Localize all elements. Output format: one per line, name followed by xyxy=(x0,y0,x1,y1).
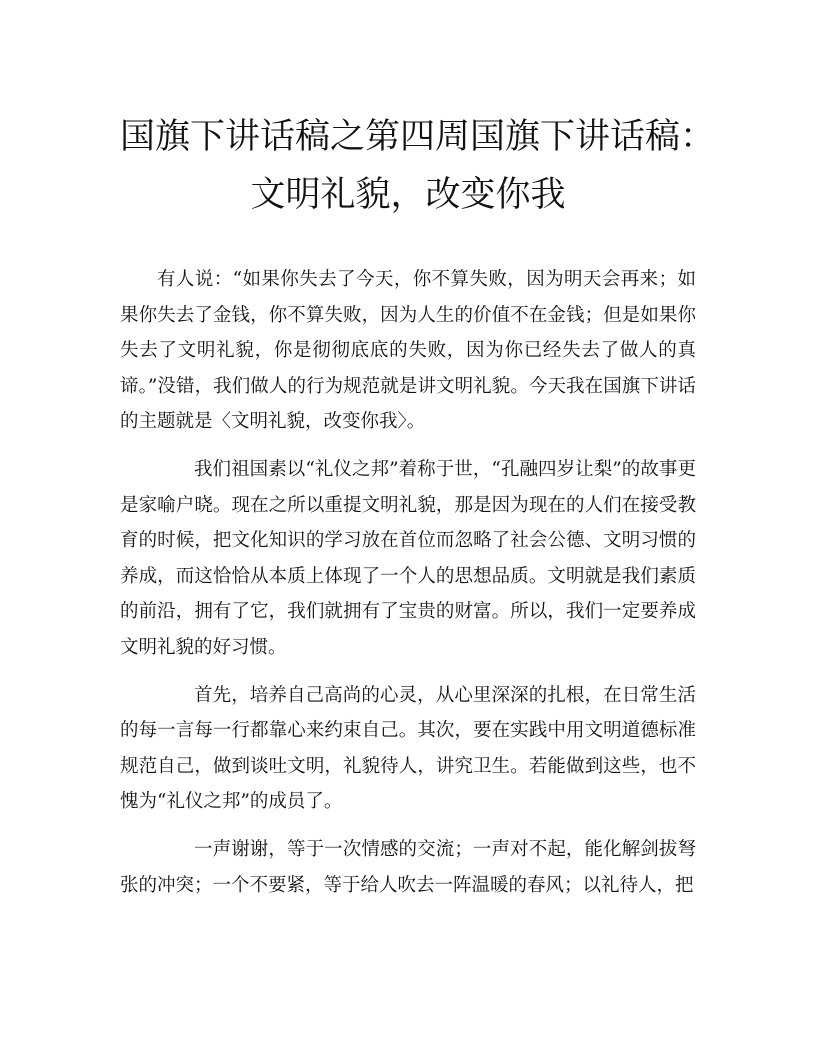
paragraph-4: 一声谢谢，等于一次情感的交流；一声对不起，能化解剑拔弩张的冲突；一个不要紧，等于给人吹去一阵温暖的春风；以礼待人，把 xyxy=(120,838,696,896)
paragraph-2: 我们祖国素以“礼仪之邦”着称于世，“孔融四岁让梨”的故事更是家喻户晓。现在之所以重提文明礼貌，那是因为现在的人们在接受教育的时候，把文化知识的学习放在首位而忽略了社会公德、文明习惯的养成，而这恰恰从本质上体现了一个人的思想品质。文明就是我们素质的前沿，拥有了它，我们就拥有了宝贵的财富。所以，我们一定要养成文明礼貌的好习惯。 xyxy=(120,458,696,658)
title-line-1: 国旗下讲话稿之第四周国旗下讲话稿： xyxy=(120,117,716,157)
paragraph-3: 首先，培养自己高尚的心灵，从心里深深的扎根，在日常生活的每一言每一行都靠心来约束自己。其次，要在实践中用文明道德标准规范自己，做到谈吐文明，礼貌待人，讲究卫生。若能做到这些，也不愧为“礼仪之邦”的成员了。 xyxy=(120,684,696,813)
document-title xyxy=(120,108,716,224)
paragraph-1: 有人说：“如果你失去了今天，你不算失败，因为明天会再来；如果你失去了金钱，你不算失败，因为人生的价值不在金钱；但是如果你失去了文明礼貌，你是彻彻底底的失败，因为你已经失去了做人的真谛。”没错，我们做人的行为规范就是讲文明礼貌。今天我在国旗下讲话的主题就是〈文明礼貌，改变你我〉。 xyxy=(120,269,696,433)
title-line-2: 文明礼貌，改变你我 xyxy=(250,175,566,215)
